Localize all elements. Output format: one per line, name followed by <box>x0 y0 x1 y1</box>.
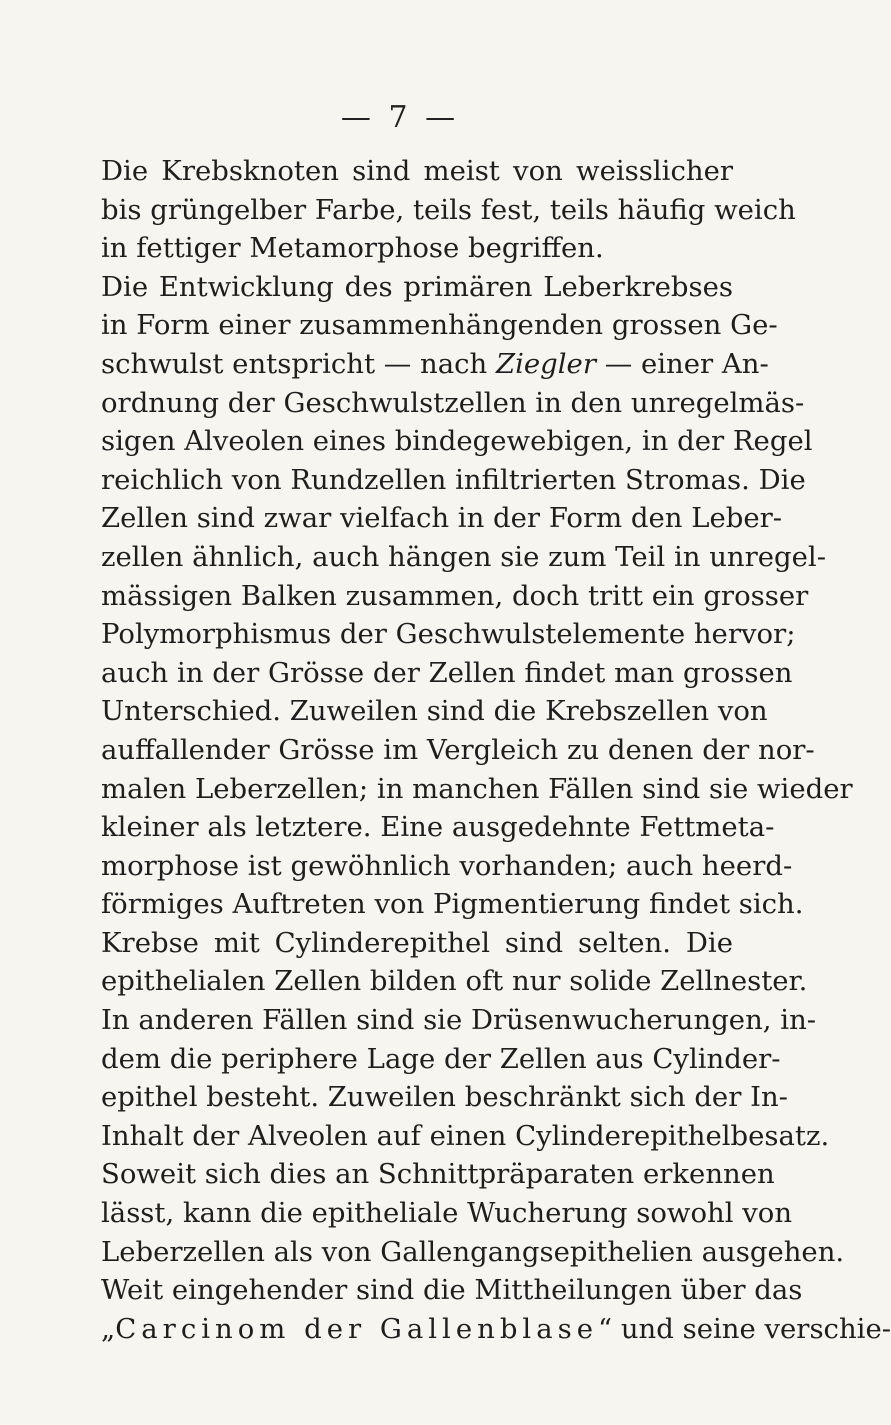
text-line: Die Entwicklung des primären Leberkrebses <box>101 270 733 303</box>
text-line: Zellen sind zwar vielfach in der Form den Leber- <box>101 502 783 535</box>
page-number: — 7 — <box>340 100 460 135</box>
emphasized-term: Carcinom der Gallenblase <box>115 1312 599 1345</box>
text-line: in fettiger Metamorphose begriffen. <box>101 232 604 265</box>
text-segment: — einer An- <box>595 347 769 380</box>
text-line: Polymorphismus der Geschwulstelemente hervor; <box>101 618 796 651</box>
text-line: Krebse mit Cylinderepithel sind selten. Die <box>101 926 733 959</box>
paragraph-4 <box>53 1271 891 1348</box>
text-segment: „ <box>101 1312 116 1345</box>
text-line: mässigen Balken zusammen, doch tritt ein grosser <box>101 579 809 612</box>
text-segment: schwulst entspricht — nach <box>101 347 496 380</box>
paragraph-3 <box>53 924 845 1271</box>
text-segment: “ und seine verschie- <box>598 1312 891 1345</box>
text-line: bis grüngelber Farbe, teils fest, teils häufig weich <box>101 193 796 226</box>
body-text <box>53 152 891 1348</box>
text-line: morphose ist gewöhnlich vorhanden; auch heerd- <box>101 849 793 882</box>
text-line: dem die periphere Lage der Zellen aus Cylinder- <box>101 1042 781 1075</box>
text-line: malen Leberzellen; in manchen Fällen sind sie wieder <box>101 772 853 805</box>
text-line: zellen ähnlich, auch hängen sie zum Teil in unregel- <box>101 540 827 573</box>
text-line: sigen Alveolen eines bindegewebigen, in der Regel <box>101 425 813 458</box>
text-line: förmiges Auftreten von Pigmentierung findet sich. <box>101 888 804 921</box>
text-line: in Form einer zusammenhängenden grossen Ge- <box>101 309 778 342</box>
paragraph-1 <box>53 152 796 268</box>
text-line <box>53 345 769 384</box>
text-line <box>53 1310 891 1349</box>
text-line: kleiner als letztere. Eine ausgedehnte Fettmeta- <box>101 811 775 844</box>
text-line: lässt, kann die epitheliale Wucherung sowohl von <box>101 1197 793 1230</box>
text-line: reichlich von Rundzellen infiltrierten Stromas. Die <box>101 463 806 496</box>
text-line: auffallender Grösse im Vergleich zu denen der nor- <box>101 733 815 766</box>
text-line: Inhalt der Alveolen auf einen Cylinderepithelbesatz. <box>101 1119 830 1152</box>
author-name: Ziegler <box>495 347 596 380</box>
text-line: epithel besteht. Zuweilen beschränkt sich der In- <box>101 1081 788 1114</box>
text-line: Unterschied. Zuweilen sind die Krebszellen von <box>101 695 768 728</box>
text-line: ordnung der Geschwulstzellen in den unregelmäs- <box>101 386 805 419</box>
paragraph-2 <box>53 268 853 924</box>
text-line: In anderen Fällen sind sie Drüsenwucherungen, in- <box>101 1004 817 1037</box>
text-line: epithelialen Zellen bilden oft nur solide Zellnester. <box>101 965 808 998</box>
text-line: auch in der Grösse der Zellen findet man grossen <box>101 656 793 689</box>
text-line: Die Krebsknoten sind meist von weisslicher <box>101 155 733 187</box>
text-line: Weit eingehender sind die Mittheilungen über das <box>101 1274 803 1307</box>
text-line: Soweit sich dies an Schnittpräparaten erkennen <box>101 1158 775 1191</box>
text-line: Leberzellen als von Gallengangsepithelien ausgehen. <box>101 1235 845 1268</box>
